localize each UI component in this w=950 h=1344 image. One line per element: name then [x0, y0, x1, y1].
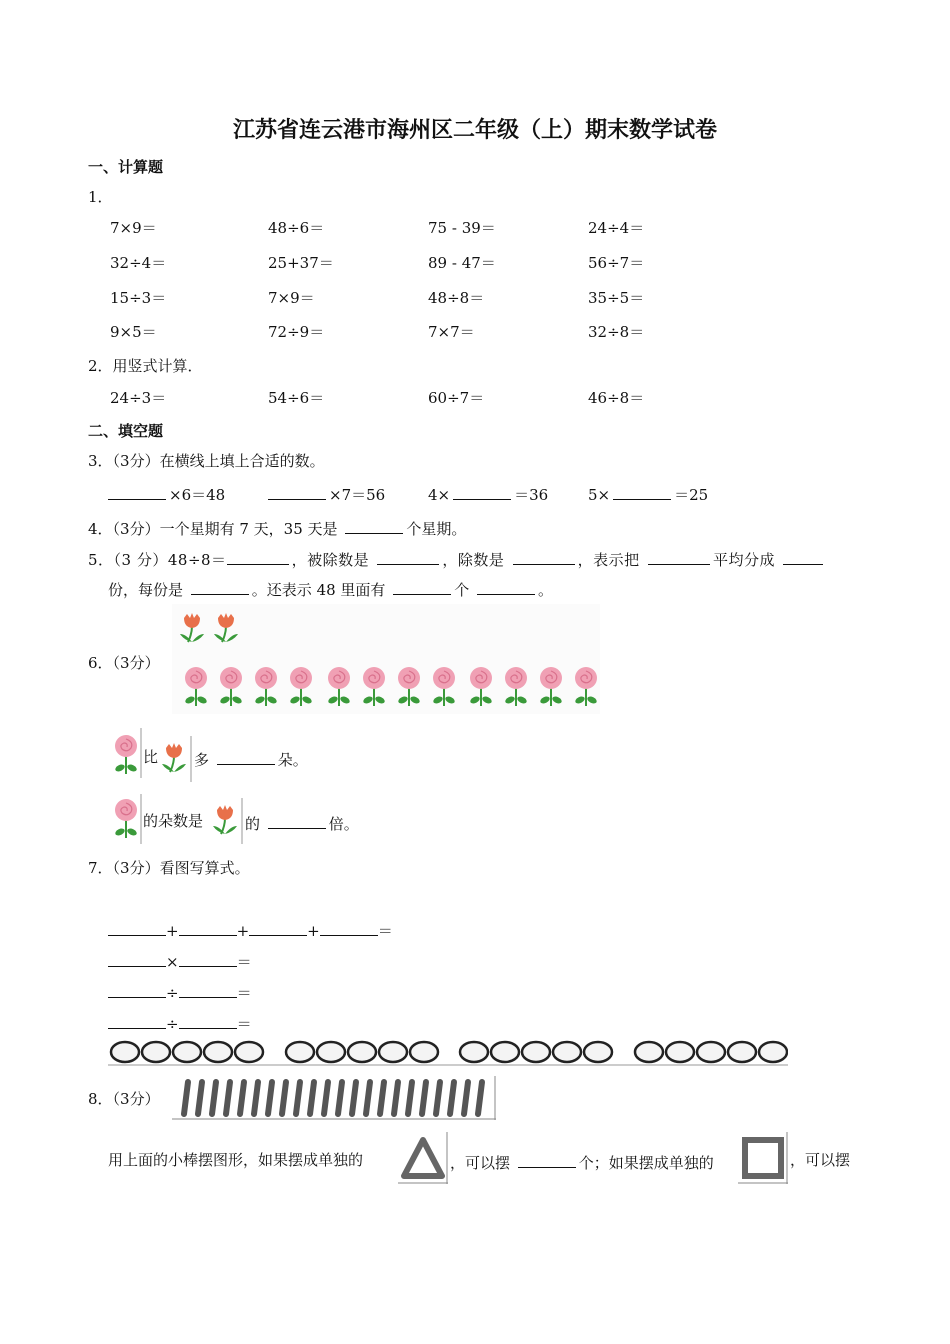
q6-line2-a: 的朵数是 [143, 812, 204, 830]
answer-blank[interactable] [393, 580, 451, 595]
q3-item: ×7＝56 [268, 485, 385, 503]
answer-blank[interactable] [320, 921, 378, 936]
q1-cell: 7×7＝ [428, 323, 475, 341]
q1-cell: 15÷3＝ [110, 289, 167, 307]
q7-circles-picture [108, 1038, 788, 1066]
q5-line1: 5．（3 分）48÷8＝ ，被除数是 ，除数是 ，表示把 平均分成 [88, 550, 826, 568]
q6-line2-text: 的 倍。 [245, 815, 359, 833]
q1-cell: 35÷5＝ [588, 289, 645, 307]
q2-item: 60÷7＝ [428, 389, 485, 407]
q4-line: 4．（3分）一个星期有 7 天，35 天是 个星期。 [88, 520, 467, 538]
rose-icon [110, 728, 142, 778]
answer-blank[interactable] [513, 550, 575, 565]
triangle-icon [398, 1132, 448, 1184]
answer-blank[interactable] [108, 952, 166, 967]
q1-cell: 32÷4＝ [110, 254, 167, 272]
q2-item: 54÷6＝ [268, 389, 325, 407]
q3-item: 4× ＝36 [428, 486, 549, 504]
answer-blank[interactable] [377, 550, 439, 565]
q1-cell: 75 - 39＝ [428, 219, 496, 237]
q2-item: 46÷8＝ [588, 389, 645, 407]
q1-number: 1． [88, 188, 113, 206]
q8-sticks-picture [172, 1076, 496, 1120]
q6-number: 6．（3分） [88, 654, 160, 672]
answer-blank[interactable] [648, 550, 710, 565]
answer-blank[interactable] [179, 952, 237, 967]
rose-icon [110, 794, 142, 844]
tulip-icon [158, 736, 192, 782]
q8-text-c: ，可以摆 [790, 1151, 851, 1169]
answer-blank[interactable] [108, 921, 166, 936]
q3-item: ×6＝48 [108, 485, 225, 503]
section-fill-heading: 二、填空题 [88, 422, 164, 440]
section-calc-heading: 一、计算题 [88, 158, 164, 176]
q8-text-a: 用上面的小棒摆图形，如果摆成单独的 [108, 1151, 364, 1169]
q6-flowers-picture [172, 604, 600, 714]
answer-blank[interactable] [249, 921, 307, 936]
answer-blank[interactable] [268, 814, 326, 829]
q1-cell: 32÷8＝ [588, 323, 645, 341]
q1-cell: 7×9＝ [268, 289, 315, 307]
square-icon [738, 1132, 788, 1184]
answer-blank[interactable] [217, 750, 275, 765]
answer-blank[interactable] [613, 485, 671, 500]
q1-cell: 89 - 47＝ [428, 254, 496, 272]
q6-line1-text: 多 朵。 [194, 751, 308, 769]
q7-equation-mul: × ＝ [108, 952, 252, 970]
q7-equation-div: ÷ ＝ [108, 983, 252, 1001]
answer-blank[interactable] [108, 1014, 166, 1029]
answer-blank[interactable] [179, 1014, 237, 1029]
answer-blank[interactable] [227, 550, 289, 565]
answer-blank[interactable] [518, 1153, 576, 1168]
answer-blank[interactable] [179, 983, 237, 998]
q1-cell: 25+37＝ [268, 254, 334, 272]
q3-text: 3．（3分）在横线上填上合适的数。 [88, 452, 325, 470]
q1-cell: 56÷7＝ [588, 254, 645, 272]
page-title: 江苏省连云港市海州区二年级（上）期末数学试卷 [232, 118, 717, 143]
answer-blank[interactable] [108, 485, 166, 500]
answer-blank[interactable] [191, 580, 249, 595]
q1-cell: 24÷4＝ [588, 219, 645, 237]
q1-cell: 9×5＝ [110, 323, 157, 341]
q3-item: 5× ＝25 [588, 486, 709, 504]
q6-compare-bi: 比 [143, 748, 159, 766]
answer-blank[interactable] [268, 485, 326, 500]
q7-text: 7．（3分）看图写算式。 [88, 859, 250, 877]
q1-cell: 48÷6＝ [268, 219, 325, 237]
q1-cell: 7×9＝ [110, 219, 157, 237]
answer-blank[interactable] [453, 485, 511, 500]
q2-text: 2．用竖式计算． [88, 357, 203, 375]
q8-text-b: ，可以摆 个；如果摆成单独的 [450, 1154, 714, 1172]
q8-number: 8．（3分） [88, 1090, 160, 1108]
q7-equation-add: + + + ＝ [108, 921, 393, 939]
answer-blank[interactable] [108, 983, 166, 998]
answer-blank[interactable] [783, 550, 823, 565]
answer-blank[interactable] [477, 580, 535, 595]
answer-blank[interactable] [179, 921, 237, 936]
tulip-icon [209, 798, 243, 844]
q2-item: 24÷3＝ [110, 389, 167, 407]
q5-line2: 份，每份是 。还表示 48 里面有 个 。 [108, 581, 554, 599]
answer-blank[interactable] [345, 519, 403, 534]
q7-equation-div: ÷ ＝ [108, 1014, 252, 1032]
q1-cell: 72÷9＝ [268, 323, 325, 341]
q1-cell: 48÷8＝ [428, 289, 485, 307]
